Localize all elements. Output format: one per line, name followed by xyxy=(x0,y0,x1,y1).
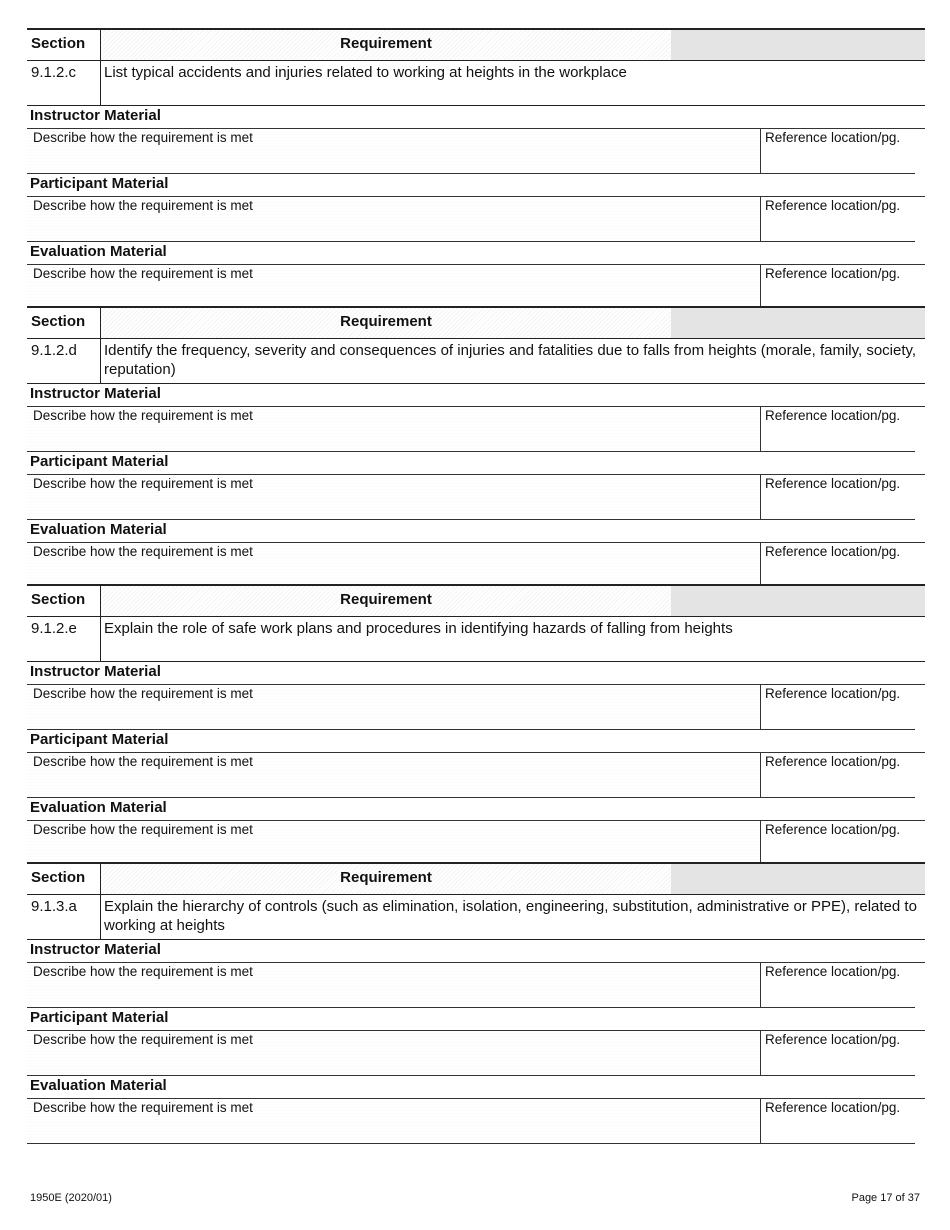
table-header xyxy=(27,862,925,895)
reference-label: Reference location/pg. xyxy=(765,1032,901,1047)
participant-material-title: Participant Material xyxy=(27,1008,925,1031)
evaluation-material-section xyxy=(27,242,925,310)
requirement-row xyxy=(27,339,925,384)
table-header xyxy=(27,306,925,339)
reference-field[interactable] xyxy=(760,753,916,797)
describe-label: Describe how the requirement is met xyxy=(33,544,253,559)
describe-label: Describe how the requirement is met xyxy=(33,754,253,769)
reference-field[interactable] xyxy=(760,1099,916,1143)
instructor-material-field[interactable] xyxy=(27,407,915,452)
reference-label: Reference location/pg. xyxy=(765,408,901,423)
reference-label: Reference location/pg. xyxy=(765,822,901,837)
instructor-material-section xyxy=(27,940,925,1008)
reference-label: Reference location/pg. xyxy=(765,544,901,559)
page-number: Page 17 of 37 xyxy=(851,1192,920,1204)
requirement-header: Requirement xyxy=(100,586,671,616)
requirement-block xyxy=(27,862,925,1144)
table-header xyxy=(27,28,925,61)
instructor-material-section xyxy=(27,106,925,174)
evaluation-material-title: Evaluation Material xyxy=(27,520,925,543)
participant-material-title: Participant Material xyxy=(27,730,925,753)
requirement-header: Requirement xyxy=(100,864,671,894)
participant-material-section xyxy=(27,452,925,520)
requirement-text: Explain the role of safe work plans and procedures in identifying hazards of falling from heights xyxy=(100,617,925,661)
reference-field[interactable] xyxy=(760,129,916,173)
evaluation-material-title: Evaluation Material xyxy=(27,1076,925,1099)
evaluation-material-section xyxy=(27,520,925,588)
reference-field[interactable] xyxy=(760,821,916,865)
requirement-block xyxy=(27,306,925,588)
instructor-material-title: Instructor Material xyxy=(27,662,925,685)
describe-label: Describe how the requirement is met xyxy=(33,198,253,213)
participant-material-section xyxy=(27,1008,925,1076)
requirement-header: Requirement xyxy=(100,308,671,338)
instructor-material-field[interactable] xyxy=(27,129,915,174)
describe-label: Describe how the requirement is met xyxy=(33,964,253,979)
requirement-text: Identify the frequency, severity and consequences of injuries and fatalities due to falls from heights (morale, family, society, reputation) xyxy=(100,339,925,383)
instructor-material-field[interactable] xyxy=(27,963,915,1008)
section-code: 9.1.3.a xyxy=(31,898,77,915)
header-shade xyxy=(671,586,925,616)
reference-field[interactable] xyxy=(760,543,916,587)
reference-label: Reference location/pg. xyxy=(765,130,901,145)
evaluation-material-section xyxy=(27,1076,925,1144)
reference-field[interactable] xyxy=(760,963,916,1007)
evaluation-material-field[interactable] xyxy=(27,821,915,866)
reference-field[interactable] xyxy=(760,197,916,241)
participant-material-field[interactable] xyxy=(27,753,915,798)
describe-label: Describe how the requirement is met xyxy=(33,408,253,423)
reference-field[interactable] xyxy=(760,685,916,729)
reference-label: Reference location/pg. xyxy=(765,686,901,701)
requirement-block xyxy=(27,28,925,310)
evaluation-material-field[interactable] xyxy=(27,543,915,588)
requirement-text: List typical accidents and injuries related to working at heights in the workplace xyxy=(100,61,925,105)
describe-label: Describe how the requirement is met xyxy=(33,686,253,701)
describe-label: Describe how the requirement is met xyxy=(33,266,253,281)
table-header xyxy=(27,584,925,617)
form-id: 1950E (2020/01) xyxy=(30,1192,112,1204)
evaluation-material-title: Evaluation Material xyxy=(27,242,925,265)
reference-label: Reference location/pg. xyxy=(765,1100,901,1115)
describe-label: Describe how the requirement is met xyxy=(33,822,253,837)
requirement-row xyxy=(27,61,925,106)
describe-label: Describe how the requirement is met xyxy=(33,476,253,491)
section-header: Section xyxy=(31,35,86,52)
reference-label: Reference location/pg. xyxy=(765,198,901,213)
instructor-material-section xyxy=(27,662,925,730)
participant-material-field[interactable] xyxy=(27,475,915,520)
participant-material-field[interactable] xyxy=(27,1031,915,1076)
reference-label: Reference location/pg. xyxy=(765,476,901,491)
participant-material-section xyxy=(27,730,925,798)
header-shade xyxy=(671,864,925,894)
instructor-material-field[interactable] xyxy=(27,685,915,730)
requirement-block xyxy=(27,584,925,866)
section-code: 9.1.2.d xyxy=(31,342,77,359)
participant-material-field[interactable] xyxy=(27,197,915,242)
participant-material-title: Participant Material xyxy=(27,452,925,475)
instructor-material-title: Instructor Material xyxy=(27,940,925,963)
instructor-material-title: Instructor Material xyxy=(27,106,925,129)
instructor-material-title: Instructor Material xyxy=(27,384,925,407)
evaluation-material-section xyxy=(27,798,925,866)
section-code: 9.1.2.e xyxy=(31,620,77,637)
describe-label: Describe how the requirement is met xyxy=(33,130,253,145)
describe-label: Describe how the requirement is met xyxy=(33,1032,253,1047)
reference-label: Reference location/pg. xyxy=(765,266,901,281)
requirement-header: Requirement xyxy=(100,30,671,60)
requirement-row xyxy=(27,895,925,940)
participant-material-title: Participant Material xyxy=(27,174,925,197)
section-header: Section xyxy=(31,591,86,608)
reference-field[interactable] xyxy=(760,475,916,519)
describe-label: Describe how the requirement is met xyxy=(33,1100,253,1115)
reference-label: Reference location/pg. xyxy=(765,964,901,979)
header-shade xyxy=(671,30,925,60)
participant-material-section xyxy=(27,174,925,242)
requirement-text: Explain the hierarchy of controls (such as elimination, isolation, engineering, substitution, administrative or PPE), related to working at heights xyxy=(100,895,925,939)
evaluation-material-field[interactable] xyxy=(27,1099,915,1144)
section-code: 9.1.2.c xyxy=(31,64,77,81)
reference-field[interactable] xyxy=(760,265,916,309)
requirement-row xyxy=(27,617,925,662)
evaluation-material-field[interactable] xyxy=(27,265,915,310)
reference-field[interactable] xyxy=(760,407,916,451)
instructor-material-section xyxy=(27,384,925,452)
reference-label: Reference location/pg. xyxy=(765,754,901,769)
evaluation-material-title: Evaluation Material xyxy=(27,798,925,821)
reference-field[interactable] xyxy=(760,1031,916,1075)
header-shade xyxy=(671,308,925,338)
section-header: Section xyxy=(31,869,86,886)
section-header: Section xyxy=(31,313,86,330)
